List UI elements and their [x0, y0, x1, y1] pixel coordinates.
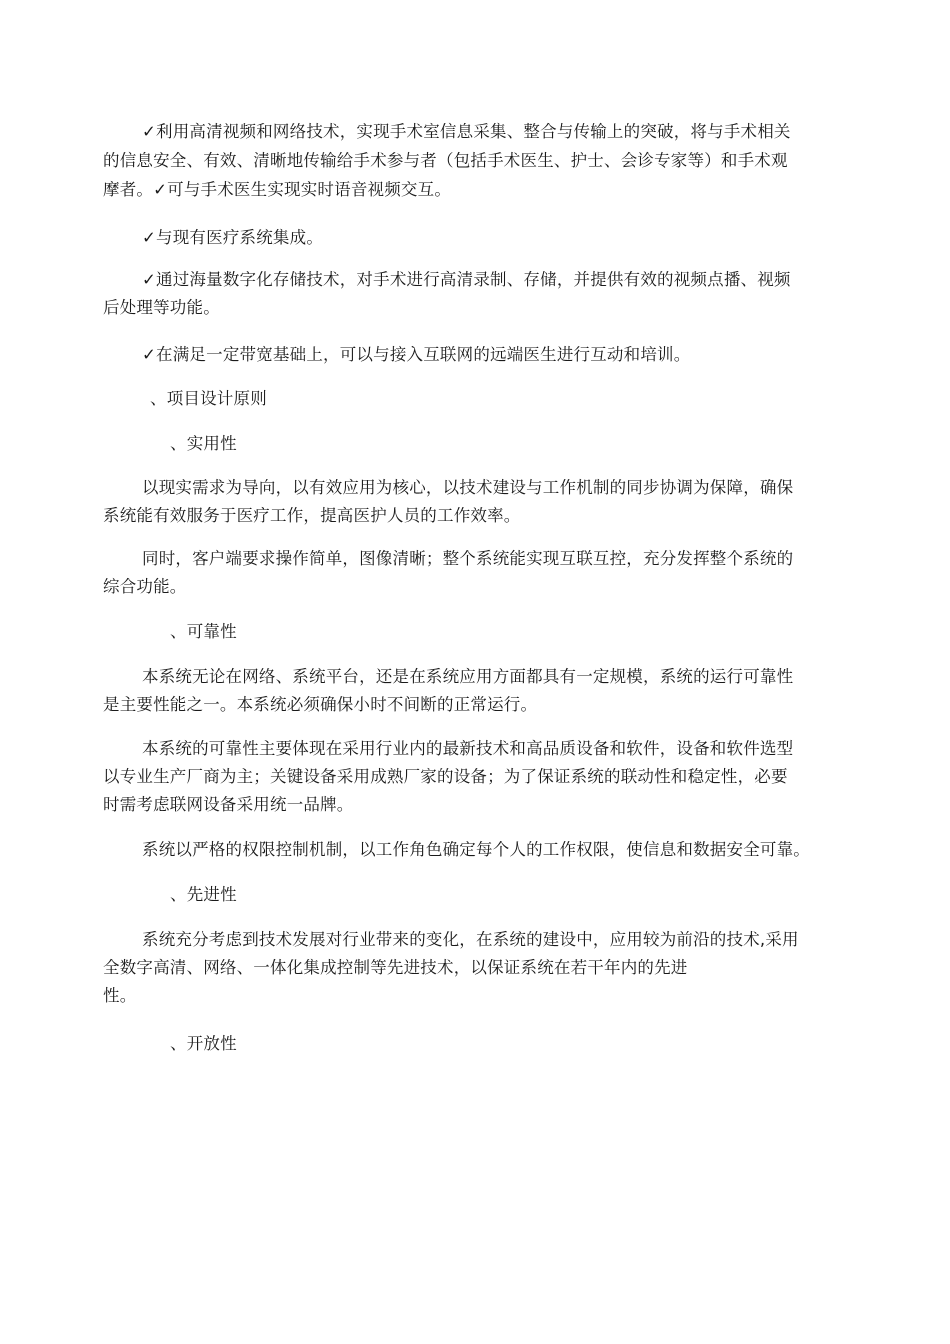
practicality-para-1-line-2: 系统能有效服务于医疗工作，提高医护人员的工作效率。 — [103, 506, 521, 525]
bullet-hd-video-line-2: 的信息安全、有效、清晰地传输给手术参与者（包括手术医生、护士、会诊专家等）和手术观 — [103, 151, 788, 170]
bullet-integration: ✓与现有医疗系统集成。 — [142, 228, 324, 247]
heading-openness: 、开放性 — [170, 1034, 237, 1053]
heading-advancement: 、先进性 — [170, 885, 237, 904]
practicality-para-1-line-1: 以现实需求为导向，以有效应用为核心，以技术建设与工作机制的同步协调为保障，确保 — [142, 478, 794, 497]
bullet-hd-video-line-3: 摩者。✓可与手术医生实现实时语音视频交互。 — [103, 180, 452, 199]
advancement-para-line-3: 性。 — [103, 986, 137, 1005]
advancement-para-line-1: 系统充分考虑到技术发展对行业带来的变化，在系统的建设中，应用较为前沿的技术,采用 — [142, 930, 799, 949]
reliability-para-2-line-2: 以专业生产厂商为主；关键设备采用成熟厂家的设备；为了保证系统的联动性和稳定性，必要 — [103, 767, 788, 786]
bullet-remote-training: ✓在满足一定带宽基础上，可以与接入互联网的远端医生进行互动和培训。 — [142, 345, 691, 364]
bullet-hd-video-line-1: ✓利用高清视频和网络技术，实现手术室信息采集、整合与传输上的突破，将与手术相关 — [142, 122, 791, 141]
reliability-para-2-line-1: 本系统的可靠性主要体现在采用行业内的最新技术和高品质设备和软件，设备和软件选型 — [142, 739, 794, 758]
practicality-para-2-line-1: 同时，客户端要求操作简单，图像清晰；整个系统能实现互联互控，充分发挥整个系统的 — [142, 549, 794, 568]
reliability-para-3: 系统以严格的权限控制机制，以工作角色确定每个人的工作权限，使信息和数据安全可靠。 — [142, 840, 810, 859]
reliability-para-2-line-3: 时需考虑联网设备采用统一品牌。 — [103, 795, 354, 814]
reliability-para-1-line-1: 本系统无论在网络、系统平台，还是在系统应用方面都具有一定规模，系统的运行可靠性 — [142, 667, 794, 686]
bullet-storage-line-2: 后处理等功能。 — [103, 298, 220, 317]
bullet-storage-line-1: ✓通过海量数字化存储技术，对手术进行高清录制、存储，并提供有效的视频点播、视频 — [142, 270, 791, 289]
reliability-para-1-line-2: 是主要性能之一。本系统必须确保小时不间断的正常运行。 — [103, 695, 538, 714]
practicality-para-2-line-2: 综合功能。 — [103, 577, 187, 596]
advancement-para-line-2: 全数字高清、网络、一体化集成控制等先进技术，以保证系统在若干年内的先进 — [103, 958, 688, 977]
heading-practicality: 、实用性 — [170, 434, 237, 453]
heading-reliability: 、可靠性 — [170, 622, 237, 641]
heading-design-principles: 、项目设计原则 — [150, 389, 267, 408]
